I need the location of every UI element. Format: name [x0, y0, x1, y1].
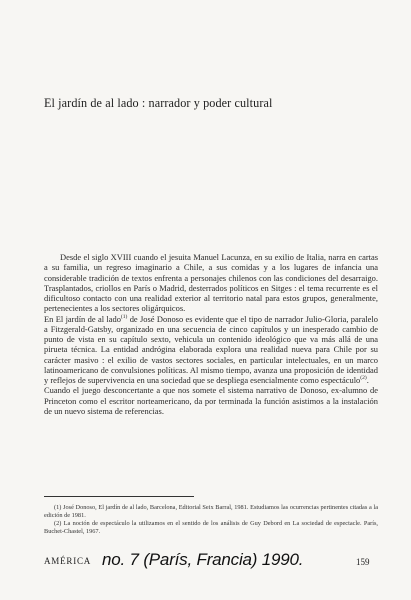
paragraph-2: [44, 314, 378, 386]
article-body: [44, 252, 378, 416]
paragraph-3: Cuando el juego desconcertante a que nos somete el sistema narrativo de Donoso, ex-alumno de Princeton como el escritor norteamericano, da por terminada la función asistimos a la instalación de un nuevo sistema de referencias.: [44, 385, 378, 416]
journal-name: AMÉRICA: [44, 556, 92, 566]
paragraph-2-end: .: [366, 375, 369, 385]
footnote-1: (1) José Donoso, El jardín de al lado, Barcelona, Editorial Seix Barral, 1981. Estudiamos las ocurrencias pertinentes citadas a la edición de 1981.: [44, 504, 378, 519]
footnote-ref-1: (1): [120, 313, 128, 320]
footnote-ref-2: (2): [360, 375, 367, 382]
article-title: El jardín de al lado : narrador y poder cultural: [44, 96, 273, 110]
paragraph-2-lead: En El jardín de al lado: [44, 313, 121, 324]
page-number: 159: [356, 557, 370, 567]
footnotes: [44, 504, 378, 536]
paragraph-2-text: de José Donoso es evidente que el tipo de narrador Julio-Gloria, paralelo a Fitzgerald-Gatsby, organizado en una secuencia de cinco capítulos y un inesperado cambio de punto de vista en su capítulo sexto, vehicula un contenido ideológico que va más allá de una pirueta técnica. La entidad andrógina elaborada explora una realidad nueva para Chile por su carácter masivo : el exilio de vastos sectores sociales, en particular intelectuales, en un marco latinoamericano de convulsiones políticas. Al mismo tiempo, avanza una proposición de identidad y reflejos de supervivencia en una sociedad que se despliega esencialmente como espectáculo: [44, 313, 378, 385]
paragraph-1: Desde el siglo XVIII cuando el jesuita Manuel Lacunza, en su exilio de Italia, narra en cartas a su familia, un regreso imaginario a Chile, a sus comidas y a los lugares de infancia una considerable tradición de textos enfrenta a personajes chilenos con las condiciones del desarraigo. Trasplantados, criollos en París o Madrid, desterrados políticos en Sitges : el tema recurrente es el dificultoso contacto con una realidad exterior al territorio natal para estos grupos, generalmente, pertenecientes a los sectores oligárquicos.: [44, 252, 378, 314]
footnote-2: (2) La noción de espectáculo la utilizamos en el sentido de los análisis de Guy Debord en La sociedad de espectacle. París, Buchet-Chastel, 1967.: [44, 520, 378, 535]
footnote-divider: [44, 496, 194, 497]
issue-stamp: no. 7 (París, Francia) 1990.: [102, 550, 304, 569]
